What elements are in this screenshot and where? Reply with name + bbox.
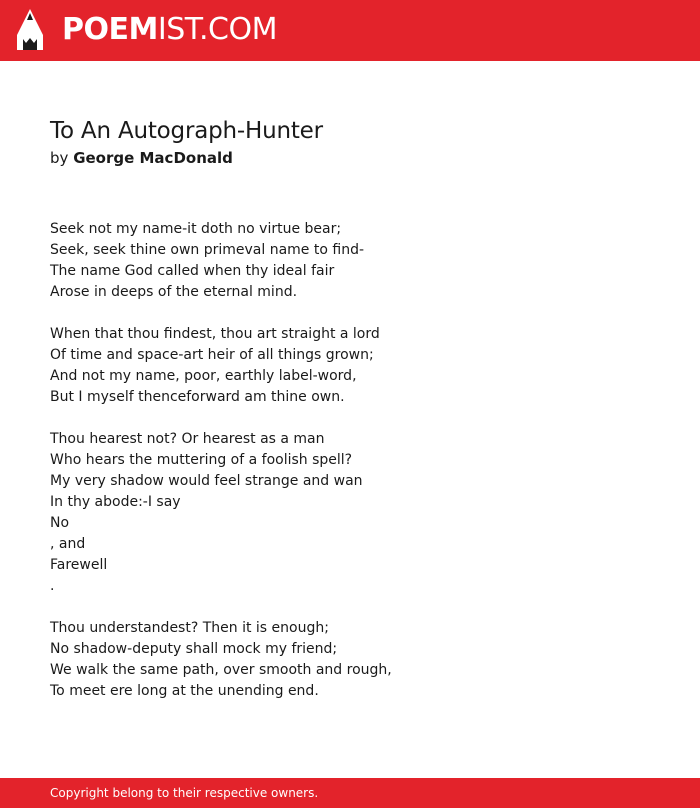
byline-label: by: [50, 149, 69, 167]
poem-line: Thou understandest? Then it is enough;: [50, 620, 329, 636]
poem-line: But I myself thenceforward am thine own.: [50, 389, 345, 405]
poem-line: Seek, seek thine own primeval name to find-: [50, 242, 365, 258]
poem-stanza: [50, 429, 650, 597]
logo-text-light: IST.COM: [157, 12, 277, 47]
poem-line: My very shadow would feel strange and wan: [50, 473, 363, 489]
site-header: [0, 0, 700, 61]
poem-line: To meet ere long at the unending end.: [50, 683, 319, 699]
poem-line: We walk the same path, over smooth and rough,: [50, 662, 392, 678]
poem-line: In thy abode:-I say: [50, 494, 181, 510]
poem-line: Thou hearest not? Or hearest as a man: [50, 431, 325, 447]
logo-text-bold: POEM: [62, 12, 158, 47]
poem-body: [50, 219, 650, 702]
poem-stanza: [50, 324, 650, 408]
poem-author: George MacDonald: [73, 149, 233, 167]
copyright-text: Copyright belong to their respective owners.: [50, 786, 319, 800]
poem-line: Of time and space-art heir of all things grown;: [50, 347, 374, 363]
poem-line: No shadow-deputy shall mock my friend;: [50, 641, 338, 657]
poem-line: Seek not my name-it doth no virtue bear;: [50, 221, 342, 237]
poem-stanza: [50, 618, 650, 702]
poem-content: [50, 116, 650, 723]
pencil-tip-icon: [16, 9, 44, 51]
poem-line: And not my name, poor, earthly label-word,: [50, 368, 357, 384]
poem-line: Farewell: [50, 557, 108, 573]
site-logo[interactable]: [62, 12, 277, 48]
poem-line: Arose in deeps of the eternal mind.: [50, 284, 298, 300]
site-footer: [0, 778, 700, 808]
poem-line: .: [50, 578, 55, 594]
poem-title: To An Autograph-Hunter: [50, 118, 323, 144]
poem-line: No: [50, 515, 70, 531]
poem-line: When that thou findest, thou art straight a lord: [50, 326, 380, 342]
poem-line: The name God called when thy ideal fair: [50, 263, 335, 279]
poem-line: Who hears the muttering of a foolish spell?: [50, 452, 353, 468]
poem-byline: [50, 146, 650, 170]
poem-line: , and: [50, 536, 86, 552]
poem-stanza: [50, 219, 650, 303]
